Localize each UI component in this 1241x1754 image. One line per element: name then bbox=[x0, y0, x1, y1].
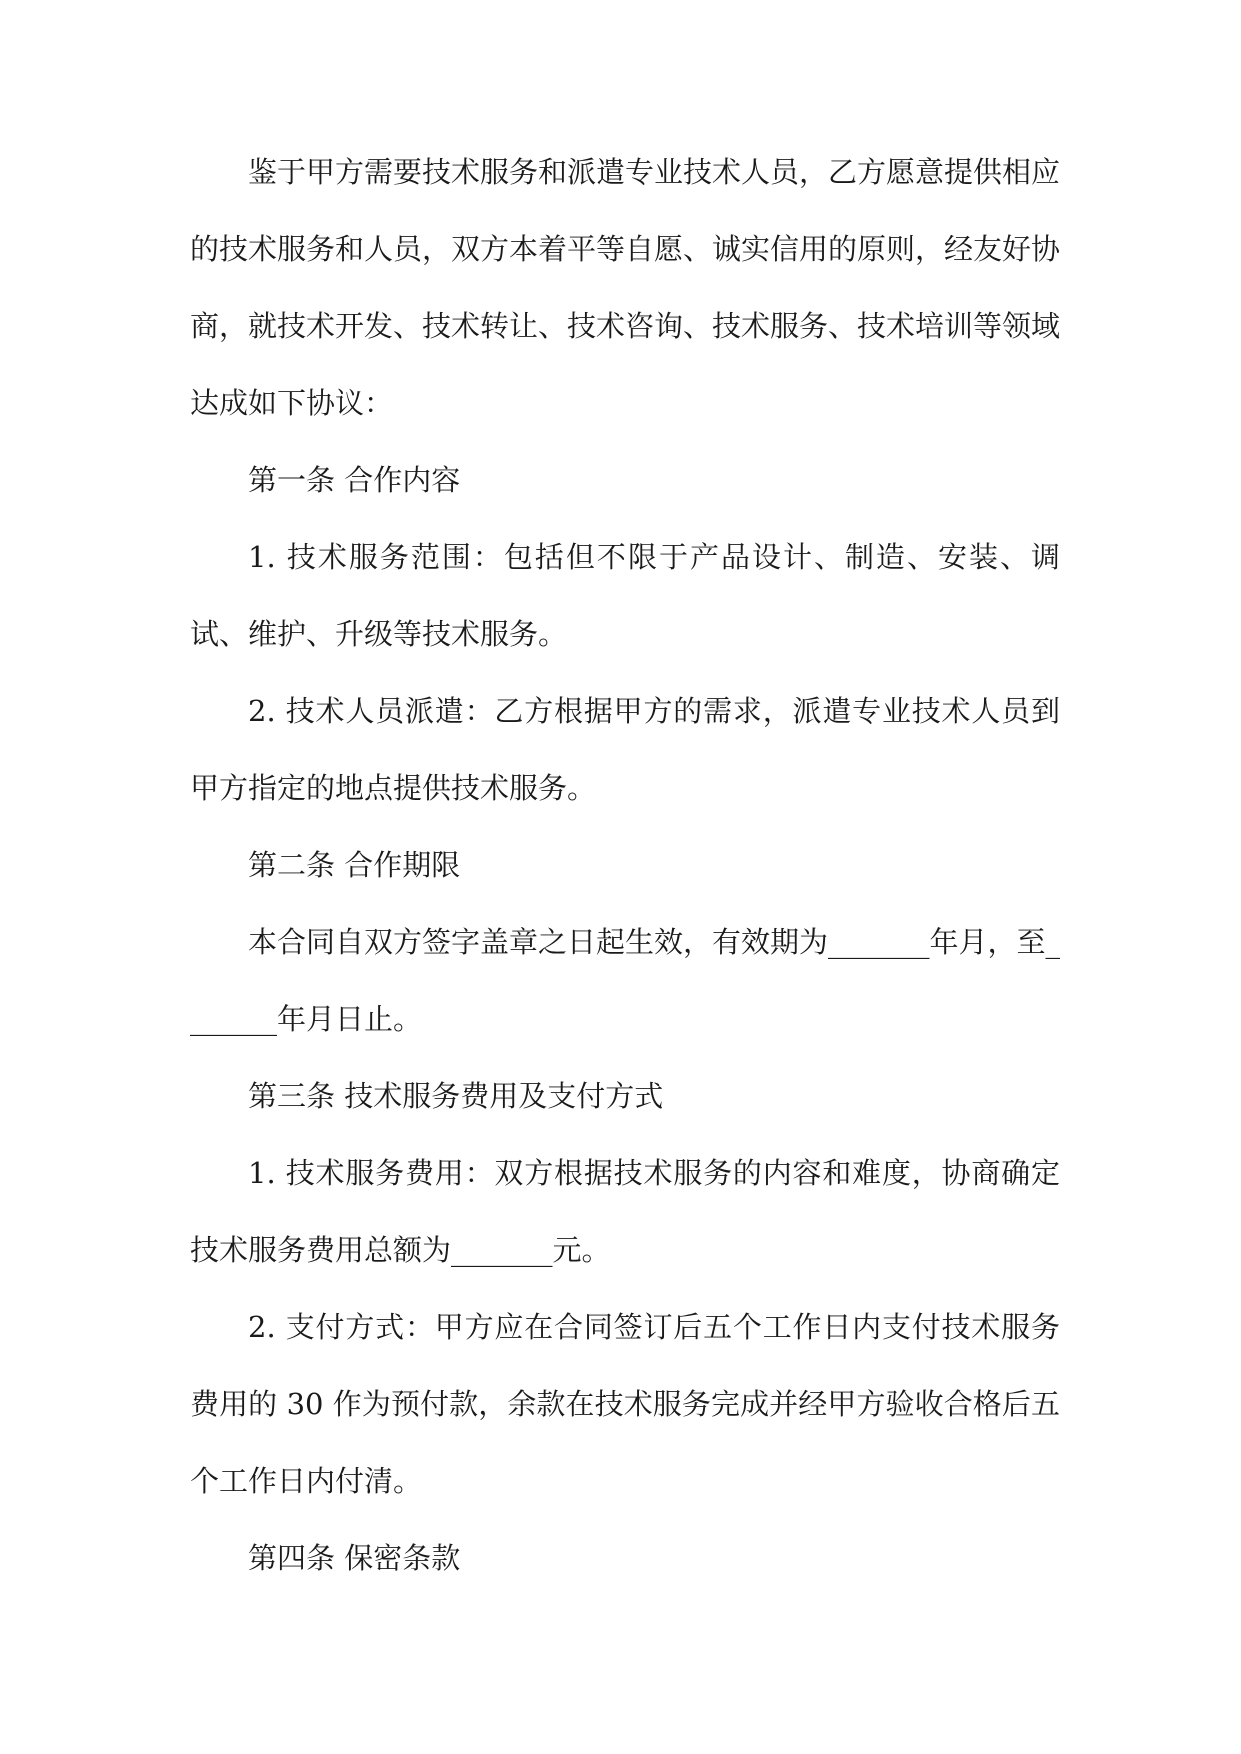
article-1-item-2: 2. 技术人员派遣：乙方根据甲方的需求，派遣专业技术人员到甲方指定的地点提供技术服务。 bbox=[190, 694, 1060, 805]
preamble-paragraph: 鉴于甲方需要技术服务和派遣专业技术人员，乙方愿意提供相应的技术服务和人员，双方本着平等自愿、诚实信用的原则，经友好协商，就技术开发、技术转让、技术咨询、技术服务、技术培训等领域达成如下协议： bbox=[190, 155, 1061, 420]
article-1-item-1: 1. 技术服务范围：包括但不限于产品设计、制造、安装、调试、维护、升级等技术服务。 bbox=[190, 540, 1060, 651]
article-2-heading: 第二条 合作期限 bbox=[248, 848, 461, 882]
article-3-item-2: 2. 支付方式：甲方应在合同签订后五个工作日内支付技术服务费用的 30 作为预付款，余款在技术服务完成并经甲方验收合格后五个工作日内付清。 bbox=[190, 1310, 1060, 1498]
article-4-heading: 第四条 保密条款 bbox=[248, 1541, 461, 1575]
document-body bbox=[190, 134, 1060, 1597]
article-3-item-1: 1. 技术服务费用：双方根据技术服务的内容和难度，协商确定技术服务费用总额为_______元。 bbox=[190, 1156, 1060, 1267]
article-3-heading: 第三条 技术服务费用及支付方式 bbox=[248, 1079, 664, 1113]
article-2-paragraph: 本合同自双方签字盖章之日起生效，有效期为_______年月，至_______年月日止。 bbox=[190, 925, 1061, 1036]
article-1-heading: 第一条 合作内容 bbox=[248, 463, 461, 497]
